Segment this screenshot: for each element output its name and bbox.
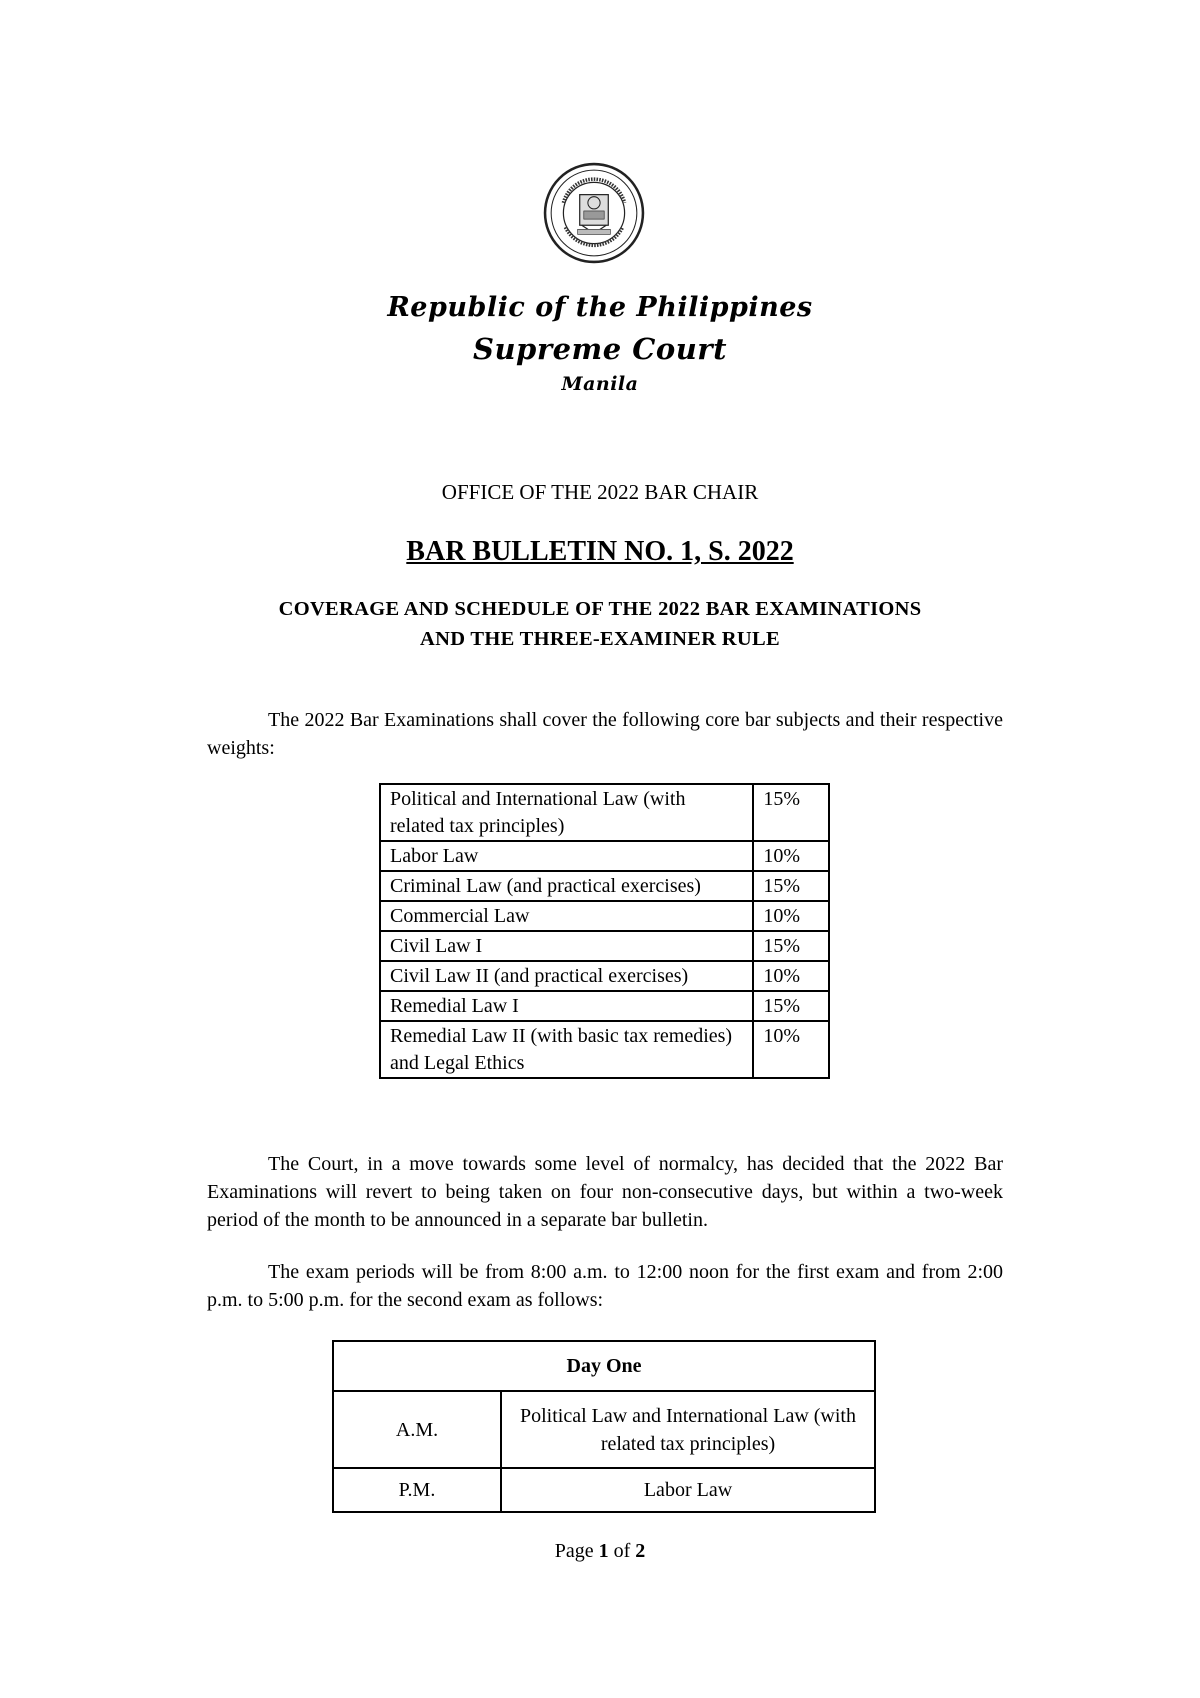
table-row	[333, 1468, 875, 1512]
period-cell: A.M.	[333, 1391, 501, 1468]
court-heading: Supreme Court	[473, 332, 727, 366]
exam-subject-cell: Political Law and International Law (with related tax principles)	[501, 1391, 875, 1468]
exam-subject-cell: Labor Law	[501, 1468, 875, 1512]
supreme-court-seal	[543, 162, 645, 264]
subtitle-line-1: COVERAGE AND SCHEDULE OF THE 2022 BAR EXAMINATIONS	[278, 598, 922, 620]
table-row	[380, 784, 829, 841]
subject-cell: Labor Law	[380, 841, 753, 871]
subject-cell: Civil Law II (and practical exercises)	[380, 961, 753, 991]
weight-cell: 15%	[753, 931, 829, 961]
intro-paragraph	[207, 706, 1003, 762]
weight-cell: 10%	[753, 841, 829, 871]
exam-periods-paragraph	[207, 1258, 1003, 1314]
subject-cell: Civil Law I	[380, 931, 753, 961]
exam-periods-paragraph-text: The exam periods will be from 8:00 a.m. to 12:00 noon for the first exam and from 2:00 p.m. to 5:00 p.m. for the second exam as follows:	[207, 1261, 1003, 1311]
office-heading: OFFICE OF THE 2022 BAR CHAIR	[441, 480, 759, 504]
weight-cell: 15%	[753, 991, 829, 1021]
table-row	[380, 871, 829, 901]
table-row	[380, 961, 829, 991]
table-row	[333, 1341, 875, 1391]
subject-cell: Political and International Law (with related tax principles)	[380, 784, 753, 841]
period-cell: P.M.	[333, 1468, 501, 1512]
total-pages-number: 2	[635, 1540, 646, 1562]
weight-cell: 10%	[753, 901, 829, 931]
day-heading: Day One	[333, 1341, 875, 1391]
of-word: of	[613, 1540, 631, 1562]
subtitle-line-2: AND THE THREE-EXAMINER RULE	[420, 628, 780, 650]
current-page-number: 1	[598, 1540, 609, 1562]
intro-paragraph-text: The 2022 Bar Examinations shall cover the following core bar subjects and their respective weights:	[207, 709, 1003, 759]
normalcy-paragraph-text: The Court, in a move towards some level of normalcy, has decided that the 2022 Bar Examinations will revert to being taken on four non-consecutive days, but within a two-week period of the month to be announced in a separate bar bulletin.	[207, 1153, 1003, 1231]
page-footer	[0, 1540, 1200, 1563]
weight-cell: 15%	[753, 871, 829, 901]
weight-cell: 10%	[753, 1021, 829, 1078]
weight-cell: 15%	[753, 784, 829, 841]
subject-cell: Criminal Law (and practical exercises)	[380, 871, 753, 901]
weight-cell: 10%	[753, 961, 829, 991]
city-heading: Manila	[561, 373, 639, 395]
page-word: Page	[554, 1540, 594, 1562]
table-row	[380, 901, 829, 931]
table-row	[380, 1021, 829, 1078]
normalcy-paragraph	[207, 1150, 1003, 1234]
republic-heading: Republic of the Philippines	[387, 292, 813, 323]
day-one-schedule-table	[332, 1340, 876, 1513]
table-row	[380, 991, 829, 1021]
bulletin-title: BAR BULLETIN NO. 1, S. 2022	[406, 536, 794, 567]
subject-cell: Remedial Law I	[380, 991, 753, 1021]
table-row	[380, 841, 829, 871]
table-row	[380, 931, 829, 961]
subject-cell: Commercial Law	[380, 901, 753, 931]
subject-weights-table	[379, 783, 830, 1079]
subject-cell: Remedial Law II (with basic tax remedies) and Legal Ethics	[380, 1021, 753, 1078]
table-row	[333, 1391, 875, 1468]
document-subtitle	[0, 594, 1200, 654]
